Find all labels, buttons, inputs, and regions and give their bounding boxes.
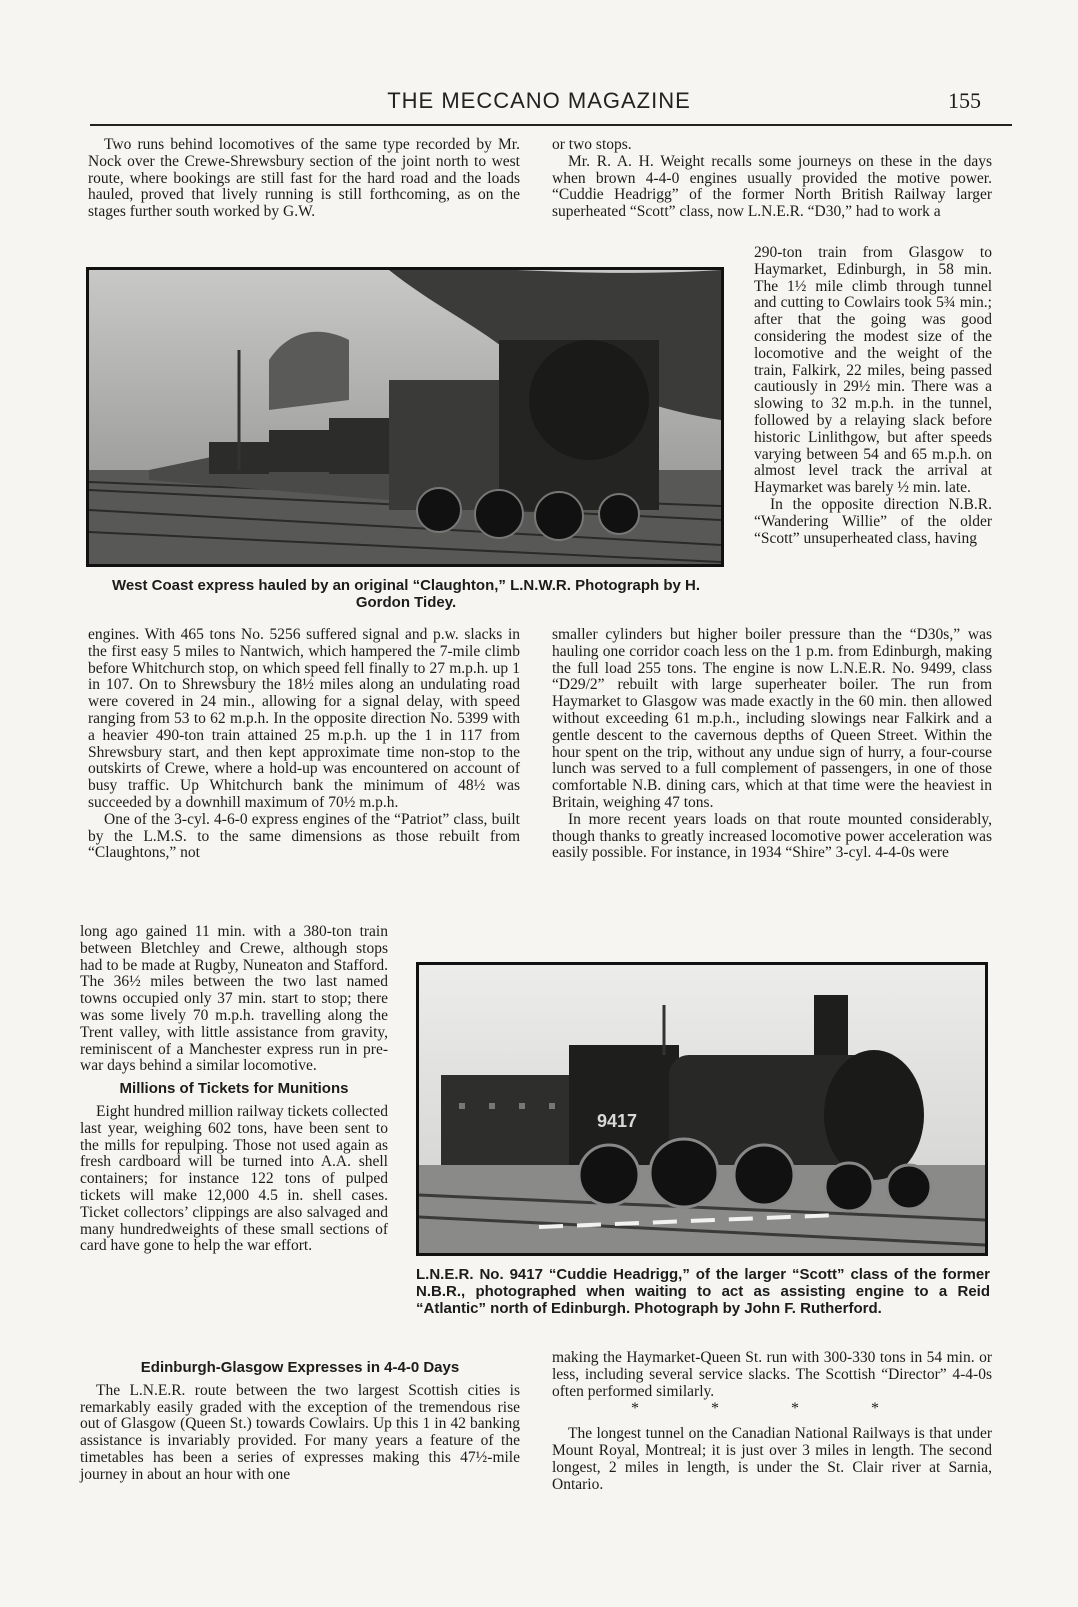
header-rule — [90, 124, 1012, 126]
paragraph: long ago gained 11 min. with a 380-ton train between Bletchley and Crewe, although stops had to be made at Rugby, Nuneaton and Stafford. The 36½ miles between the two last named towns occupied only 37 min. start to stop; there was some lively 70 m.p.h. travelling along the Trent valley, with little assistance from gravity, reminiscent of a Manchester express run in pre-war days behind a similar locomotive. — [80, 923, 388, 1075]
paragraph: engines. With 465 tons No. 5256 suffered signal and p.w. slacks in the first easy 5 miles to Nantwich, which hampered the 7-mile climb before Whitchurch stop, on which speed fell finally to 27 m.p.h. up 1 in 107. On to Shrewsbury the 18½ miles along an undulating road were covered in 24 min., allowing for a signal delay, with speed ranging from 53 to 62 m.p.h. In the opposite direction No. 5399 with a heavier 490-ton train attained 25 m.p.h. up the 1 in 117 from Shrewsbury start, and then kept approximate time non-stop to the outskirts of Crewe, where a hold-up was encountered on account of busy traffic. Up Whitchurch bank the minimum of 48½ was succeeded by a downhill maximum of 70½ m.p.h. — [88, 626, 520, 811]
paragraph: smaller cylinders but higher boiler pressure than the “D30s,” was hauling one corridor coach less on the 1 p.m. from Edinburgh, making the full load 255 tons. The engine is now L.N.E.R. No. 9499, class “D29/2” rebuilt with large superheater boiler. The run from Haymarket to Glasgow was made exactly in the 60 min. then allowed without exceeding 61 m.p.h., including slowings near Falkirk and a gentle descent to the cavernous depths of Queen Street. Within the hour spent on the trip, without any undue sign of hurry, a four-course lunch was served to a full complement of passengers, in one of those comfortable N.B. dining cars, which at that time were the heaviest in Britain, weighing 47 tons. — [552, 626, 992, 811]
paragraph: In the opposite direction N.B.R. “Wandering Willie” of the older “Scott” unsuperheated class, having — [754, 495, 992, 547]
paragraph: The L.N.E.R. route between the two largest Scottish cities is remarkably easily graded with the exception of the tremendous rise out of Glasgow (Queen St.) towards Cowlairs. Up this 1 in 42 banking assistance is invariably provided. For many years a feature of the timetables has been a series of expresses making this 47½-mile journey in about an hour with one — [80, 1381, 520, 1483]
paragraph: 290-ton train from Glasgow to Haymarket, Edinburgh, in 58 min. The 1½ mile climb through tunnel and cutting to Cowlairs took 5¾ min.; after that the going was good considering the modest size of the locomotive and the weight of the train, Falkirk, 22 miles, being passed cautiously in 29½ min. There was a slowing to 32 m.p.h. in the tunnel, followed by a relaying slack before historic Linlithgow, but after speeds varying between 54 and 65 m.p.h. on almost level track the arrival at Haymarket was barely ½ min. late. — [754, 244, 992, 497]
section-heading-edinburgh-glasgow: Edinburgh-Glasgow Expresses in 4-4-0 Days — [140, 1359, 460, 1376]
paragraph: One of the 3-cyl. 4-6-0 express engines of the “Patriot” class, built by the L.M.S. to the same dimensions as those rebuilt from “Claughtons,” not — [88, 810, 520, 862]
section-heading-munitions: Millions of Tickets for Munitions — [119, 1080, 349, 1098]
paragraph: Eight hundred million railway tickets collected last year, weighing 602 tons, have been sent to the mills for repulping. Those not used again as fresh cardboard will be turned into A.A. shell containers; for instance 122 tons of pulped tickets will make 12,000 4.5 in. shell cases. Ticket collectors’ clippings are also salvaged and many hundredweights of these small sections of card have gone to help the war effort. — [80, 1102, 388, 1255]
magazine-title: THE MECCANO MAGAZINE — [387, 88, 691, 113]
left-column-bottom — [80, 1354, 520, 1484]
paragraph: In more recent years loads on that route mounted considerably, though thanks to greatly increased locomotive power acceleration was easily possible. For instance, in 1934 “Shire” 3-cyl. 4-4-0s were — [552, 810, 992, 862]
section-separator-stars: * * * * — [631, 1400, 913, 1418]
photo-claughton-express — [86, 267, 724, 567]
engine-number-plate: 9417 — [597, 1111, 638, 1131]
paragraph: Two runs behind locomotives of the same type recorded by Mr. Nock over the Crewe-Shrewsbury section of the joint north to west route, where bookings are still fast for the hard road and the loads hauled, proved that lively running is still forthcoming, as on the stages further south worked by G.W. — [88, 136, 520, 221]
right-column-wrap — [754, 245, 992, 547]
right-column-top — [552, 137, 992, 221]
photo-claughton-caption: West Coast express hauled by an original “Claughton,” L.N.W.R. Photograph by H. Gordon Tidey. — [111, 577, 701, 611]
left-column-mid — [88, 627, 520, 862]
right-column-low — [552, 1350, 992, 1494]
photo-cuddie-headrigg-image — [419, 965, 985, 1253]
photo-cuddie-headrigg — [416, 962, 988, 1256]
page-number: 155 — [948, 88, 981, 113]
paragraph: making the Haymarket-Queen St. run with 300-330 tons in 54 min. or less, including several service slacks. The Scottish “Director” 4-4-0s often performed similarly. — [552, 1349, 992, 1400]
paragraph: or two stops. — [552, 136, 632, 153]
photo-claughton-image — [89, 270, 721, 564]
photo-cuddie-headrigg-caption: L.N.E.R. No. 9417 “Cuddie Headrigg,” of the larger “Scott” class of the former N.B.R., photographed when waiting to act as assisting engine to a Reid “Atlantic” north of Edinburgh. Photograph by John F. Rutherford. — [416, 1266, 990, 1317]
left-column-low — [80, 924, 388, 1255]
paragraph: The longest tunnel on the Canadian National Railways is that under Mount Royal, Montreal; it is just over 3 miles in length. The second longest, 2 miles in length, is under the St. Clair river at Sarnia, Ontario. — [552, 1425, 992, 1493]
left-column-top — [88, 137, 520, 221]
paragraph: Mr. R. A. H. Weight recalls some journeys on these in the days when brown 4-4-0 engines usually provided the motive power. “Cuddie Headrigg” of the former North British Railway larger superheated “Scott” class, now L.N.E.R. “D30,” had to work a — [552, 152, 992, 221]
right-column-mid — [552, 627, 992, 862]
